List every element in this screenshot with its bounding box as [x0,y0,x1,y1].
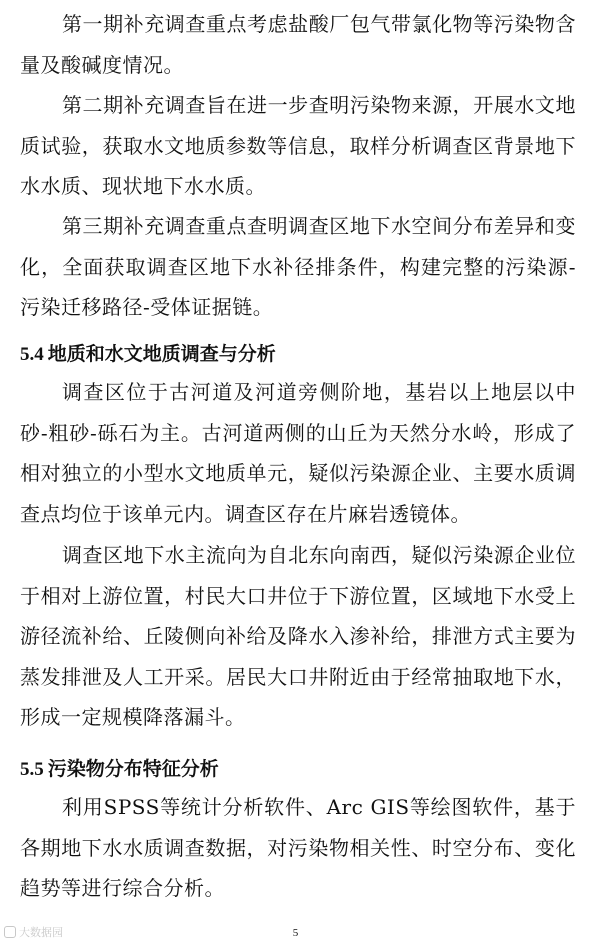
paragraph-phase-two: 第二期补充调查旨在进一步查明污染物来源，开展水文地质试验，获取水文地质参数等信息，取样分析调查区背景地下水水质、现状地下水水质。 [20,93,576,198]
paragraph-analysis-methods: 利用SPSS等统计分析软件、Arc GIS等绘图软件，基于各期地下水水质调查数据，对污染物相关性、时空分布、变化趋势等进行综合分析。 [20,795,576,900]
page-number: 5 [292,927,299,939]
section-number: 5.4 [20,344,44,365]
section-number: 5.5 [20,759,44,780]
paragraph-groundwater-flow: 调查区地下水主流向为自北东向南西，疑似污染源企业位于相对上游位置，村民大口井位于下游位置，区域地下水受上游径流补给、丘陵侧向补给及降水入渗补给，排泄方式主要为蒸发排泄及人工开采。居民大口井附近由于经常抽取地下水，形成一定规模降落漏斗。 [20,543,576,729]
section-title: 地质和水文地质调查与分析 [47,343,276,365]
section-heading-5-4 [20,339,276,370]
paragraph-phase-one: 第一期补充调查重点考虑盐酸厂包气带氯化物等污染物含量及酸碱度情况。 [20,12,576,77]
paragraph-phase-three: 第三期补充调查重点查明调查区地下水空间分布差异和变化，全面获取调查区地下水补径排条件，构建完整的污染源-污染迁移路径-受体证据链。 [20,214,576,319]
paragraph-geology: 调查区位于古河道及河道旁侧阶地，基岩以上地层以中砂-粗砂-砾石为主。古河道两侧的山丘为天然分水岭，形成了相对独立的小型水文地质单元，疑似污染源企业、主要水质调查点均位于该单元内。调查区存在片麻岩透镜体。 [20,380,576,526]
section-heading-5-5 [20,754,219,785]
watermark-text: 大数据园 [19,926,63,939]
section-title: 污染物分布特征分析 [47,758,219,780]
